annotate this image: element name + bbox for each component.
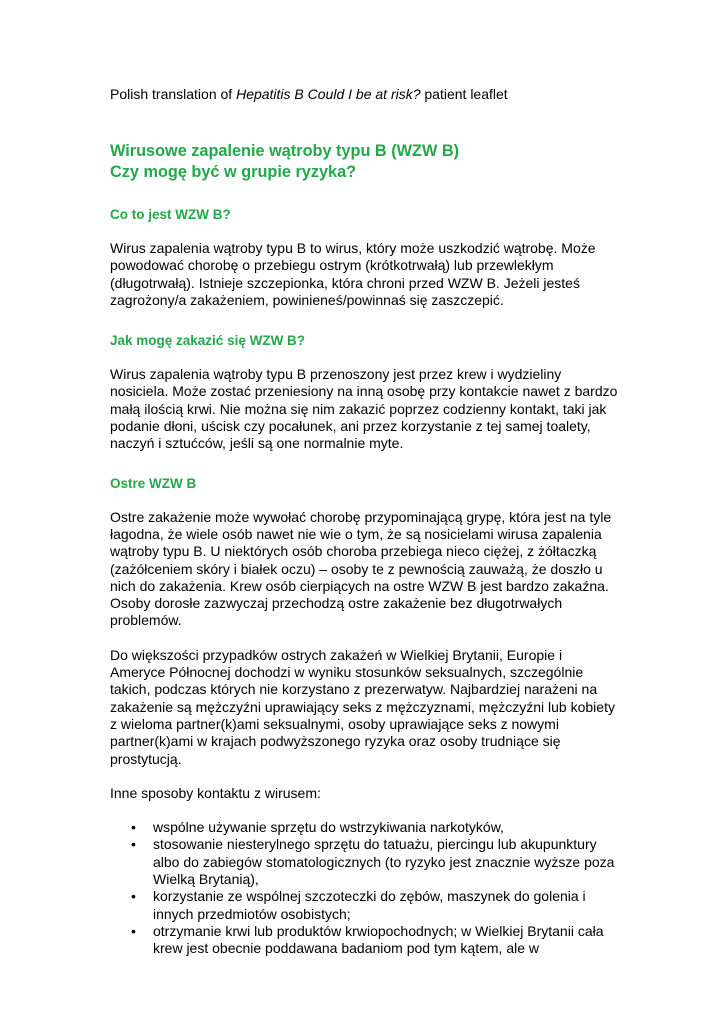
list-item [110, 836, 620, 888]
list-item [110, 888, 620, 923]
title-line-2: Czy mogę być w grupie ryzyka? [110, 163, 357, 181]
paragraph-acute-1: Ostre zakażenie może wywołać chorobę przypominającą grypę, która jest na tyle łagodna, że wiele osób nawet nie wie o tym, że są nosicielami wirusa zapalenia wątroby typu B. U niektórych osób choroba przebiega nieco ciężej, z żółtaczką (zażółceniem skóry i białek oczu) – osoby te z pewnością zauważą, że doszło u nich do zakażenia. Krew osób cierpiących na ostre WZW B jest bardzo zakaźna. Osoby dorosłe zazwyczaj przechodzą ostre zakażenie bez długotrwałych problemów. [110, 508, 612, 629]
heading-acute-hbv: Ostre WZW B [110, 475, 197, 491]
bullet-list-other-ways [110, 819, 620, 957]
intro-suffix: patient leaflet [420, 86, 508, 102]
title-line-1: Wirusowe zapalenie wątroby typu B (WZW B) [110, 142, 460, 160]
list-item-text: stosowanie niesterylnego sprzętu do tatuażu, piercingu lub akupunktury albo do zabiegów stomatologicznych (to ryzyko jest znacznie wyższe poza Wielką Brytanią), [153, 836, 615, 888]
bullet-icon: • [131, 836, 136, 853]
list-item-text: korzystanie ze wspólnej szczoteczki do zębów, maszynek do golenia i innych przedmiotów osobistych; [153, 888, 586, 922]
paragraph-other-ways: Inne sposoby kontaktu z wirusem: [110, 784, 321, 801]
heading-what-is-hbv: Co to jest WZW B? [110, 207, 231, 222]
intro-line [110, 86, 620, 103]
list-item [110, 923, 620, 958]
heading-how-infected: Jak mogę zakazić się WZW B? [110, 333, 306, 349]
intro-prefix: Polish translation of [110, 86, 237, 102]
list-item [110, 819, 620, 836]
document-title [110, 141, 620, 183]
bullet-icon: • [131, 888, 136, 905]
list-item-text: otrzymanie krwi lub produktów krwiopochodnych; w Wielkiej Brytanii cała krew jest obecnie poddawana badaniom pod tym kątem, ale w [153, 922, 604, 957]
paragraph-what-is-hbv: Wirus zapalenia wątroby typu B to wirus, który może uszkodzić wątrobę. Może powodować chorobę o przebiegu ostrym (krótkotrwałą) lub przewlekłym (długotrwałą). Istnieje szczepionka, która chroni przed WZW B. Jeżeli jesteś zagrożony/a zakażeniem, powinieneś/powinnaś się zaszczepić. [110, 240, 596, 308]
intro-leaflet-title: Hepatitis B Could I be at risk? [236, 86, 421, 102]
list-item-text: wspólne używanie sprzętu do wstrzykiwania narkotyków, [153, 819, 504, 836]
bullet-icon: • [131, 819, 136, 836]
paragraph-acute-2: Do większości przypadków ostrych zakażeń w Wielkiej Brytanii, Europie i Ameryce Północnej dochodzi w wyniku stosunków seksualnych, szczególnie takich, podczas których nie korzystano z prezerwatyw. Najbardziej narażeni na zakażenie są mężczyźni uprawiający seks z mężczyznami, mężczyźni lub kobiety z wieloma partner(k)ami seksualnymi, osoby uprawiające seks z nowymi partner(k)ami w krajach podwyższonego ryzyka oraz osoby trudniące się prostytucją. [110, 646, 615, 767]
document-page [110, 86, 620, 958]
bullet-icon: • [131, 922, 136, 939]
paragraph-how-infected: Wirus zapalenia wątroby typu B przenoszony jest przez krew i wydzieliny nosiciela. Może zostać przeniesiony na inną osobę przy kontakcie nawet z bardzo małą ilością krwi. Nie można się nim zakazić poprzez codzienny kontakt, taki jak podanie dłoni, uścisk czy pocałunek, ani przez korzystanie z tej samej toalety, naczyń i sztućców, jeśli są one normalnie myte. [110, 366, 618, 452]
